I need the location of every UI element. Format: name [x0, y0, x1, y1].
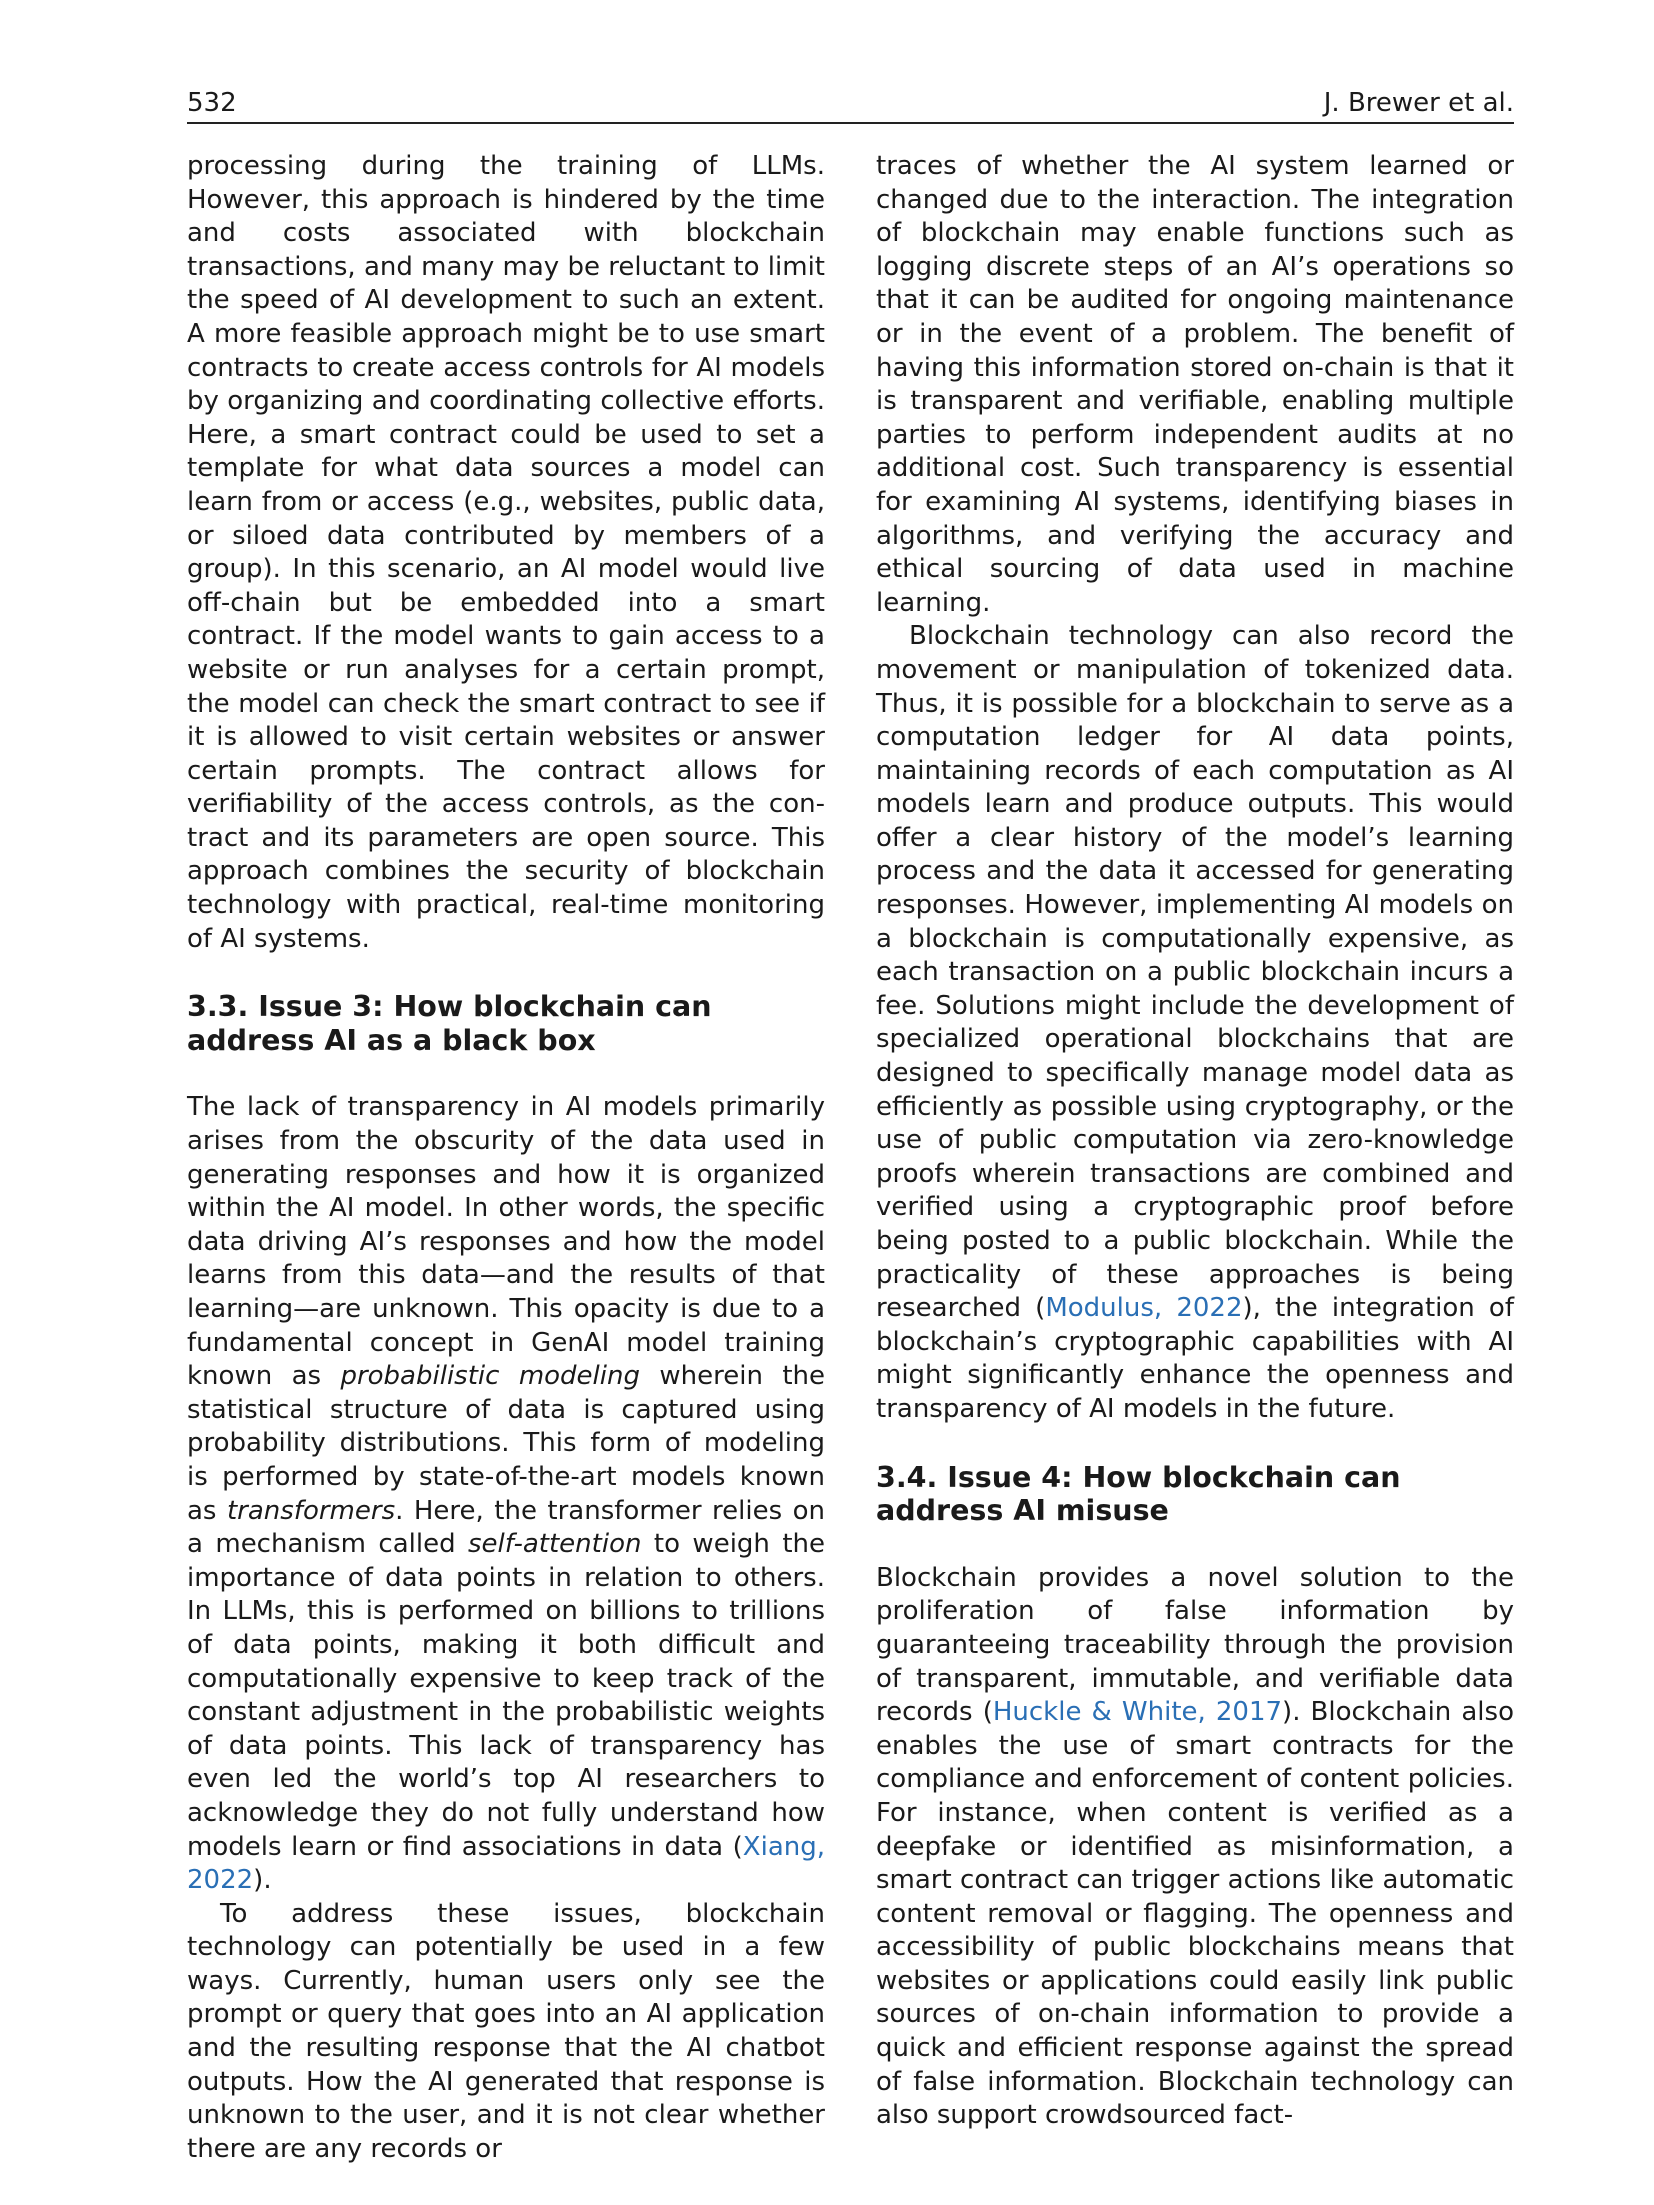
paragraph: traces of whether the AI system learned or changed due to the interaction. The integration of blockchain may enable functions such as logging discrete steps of an AI’s operations so that it can be audited for ongoing maintenance or in the event of a problem. The benefit of having this information stored on-chain is that it is transparent and verifiable, enabling multiple parties to perform independent audits at no additional cost. Such transparency is essential for examining AI systems, identifying biases in algorithms, and verifying the accuracy and ethical sourcing of data used in machine learning.	[876, 151, 1514, 618]
italic-term: transformers	[226, 1495, 396, 1526]
text-run: The lack of transparency in AI models primarily arises from the obscurity of the data used in generating responses and how it is organized within the AI model. In other words, the specific data driving AI’s responses and how the model learns from this data—and the results of that learning—are unknown. This opacity is due to a fundamental concept in GenAI model training known as	[187, 1092, 825, 1392]
citation-link[interactable]: Modulus, 2022	[1045, 1293, 1243, 1324]
text-run: . Here, the transformer relies on a mechanism called	[187, 1495, 825, 1560]
paragraph	[187, 1091, 825, 1897]
citation-link[interactable]: Huckle & White, 2017	[992, 1697, 1283, 1728]
citation-link[interactable]: Xiang, 2022	[187, 1831, 825, 1896]
italic-term: self-attention	[468, 1529, 642, 1560]
running-authors: J. Brewer et al.	[1323, 88, 1514, 118]
running-header	[187, 84, 1514, 124]
paragraph	[876, 620, 1514, 1426]
text-run: ), the integration of blockchain’s cryptographic capabilities with AI might significantly enhance the openness and transparency of AI models in the future.	[876, 1293, 1514, 1424]
text-run: ).	[253, 1865, 272, 1896]
section-heading: 3.4. Issue 4: How blockchain can address AI misuse	[876, 1460, 1401, 1528]
section-heading: 3.3. Issue 3: How blockchain can address AI as a black box	[187, 990, 712, 1057]
left-column	[187, 150, 825, 2166]
paragraph: To address these issues, blockchain technology can potentially be used in a few ways. Currently, human users only see the prompt or query that goes into an AI application and the resulting response that the AI chatbot outputs. How the AI generated that response is unknown to the user, and it is not clear whether there are any records or	[187, 1898, 825, 2164]
text-run: ). Blockchain also enables the use of smart contracts for the compliance and enforcement of content policies. For instance, when content is verified as a deepfake or identified as misinformation, a smart contract can trigger actions like automatic content removal or flagging. The openness and accessibility of public blockchains means that websites or applications could easily link public sources of on-chain information to provide a quick and efficient response against the spread of false information. Blockchain technology can also support crowdsourced fact-	[876, 1697, 1514, 2131]
text-run: Blockchain technology can also record the movement or manipulation of tokenized data. Thus, it is possible for a blockchain to serve as a computation ledger for AI data points, maintaining records of each computation as AI models learn and produce outputs. This would offer a clear history of the model’s learning process and the data it accessed for generating responses. However, implementing AI models on a blockchain is computationally expensive, as each transaction on a public blockchain incurs a fee. Solutions might include the development of specialized operational blockchains that are designed to specifically manage model data as efficiently as possible using cryptography, or the use of public computation via zero-knowledge proofs wherein transactions are combined and verified using a cryptographic proof before being posted to a public blockchain. While the practicality of these approaches is being researched (	[876, 621, 1514, 1324]
italic-term: probabilistic modeling	[340, 1361, 640, 1392]
text-run: Blockchain provides a novel solution to the proliferation of false information by guaranteeing traceability through the provision of transparent, immutable, and verifiable data records (	[876, 1562, 1514, 1728]
text-run: wherein the statistical structure of data is captured using probability distributions. This form of modeling is performed by state-of-the-art models known as	[187, 1361, 825, 1526]
paragraph: processing during the training of LLMs. However, this approach is hindered by the time and costs associated with blockchain transactions, and many may be reluctant to limit the speed of AI development to such an extent. A more feasible approach might be to use smart contracts to create access controls for AI models by organizing and coordinating collective efforts. Here, a smart contract could be used to set a template for what data sources a model can learn from or access (e.g., websites, public data, or siloed data contributed by members of a group). In this scenario, an AI model would live off-chain but be embedded into a smart contract. If the model wants to gain access to a website or run analyses for a certain prompt, the model can check the smart contract to see if it is allowed to visit certain websites or answer certain prompts. The contract allows for verifiability of the access controls, as the contract and its parameters are open source. This approach combines the security of blockchain technology with practical, real-time monitoring of AI systems.	[187, 151, 825, 954]
page-number: 532	[187, 88, 237, 118]
text-run: to weigh the importance of data points in relation to others. In LLMs, this is performed on billions to trillions of data points, making it both difficult and computationally expensive to keep track of the constant adjustment in the probabilistic weights of data points. This lack of transparency has even led the world’s top AI researchers to acknowledge they do not fully understand how models learn or find associations in data (	[187, 1529, 826, 1862]
right-column	[876, 150, 1514, 2133]
paragraph	[876, 1562, 1514, 2133]
